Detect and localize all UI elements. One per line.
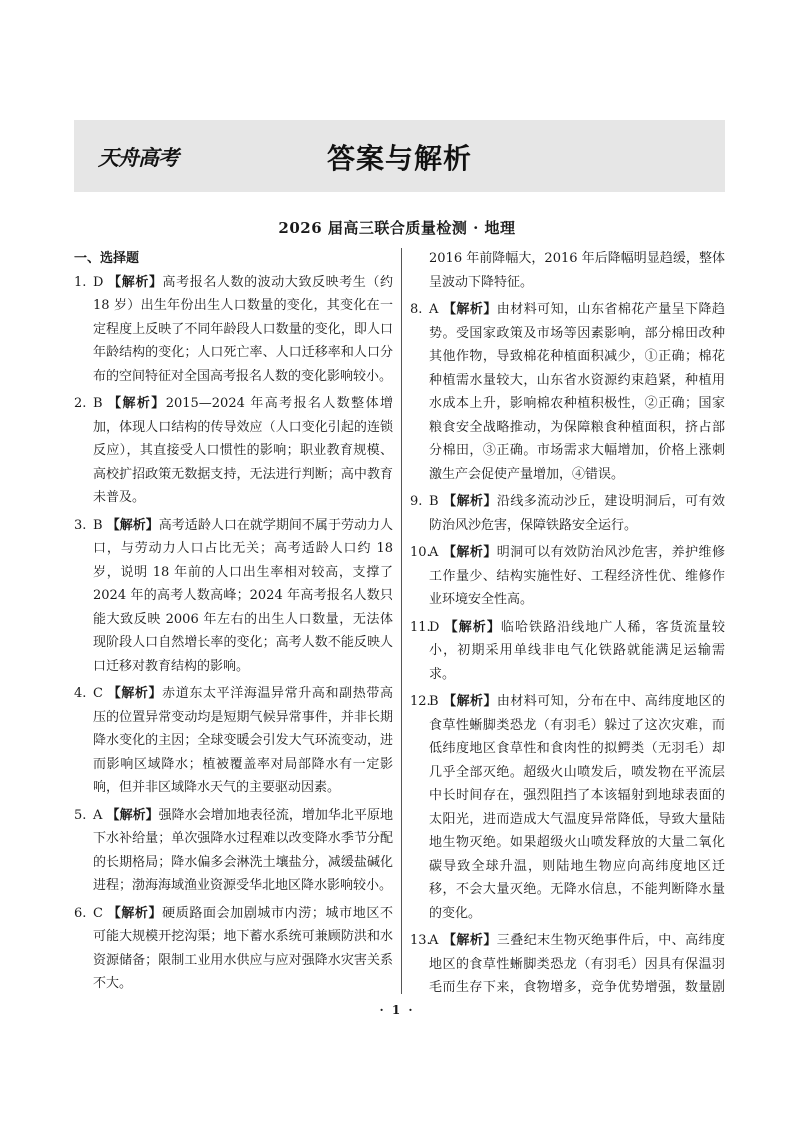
answer-item xyxy=(410,490,725,537)
answer-item xyxy=(410,247,725,294)
answer-content xyxy=(93,804,393,898)
exam-title: 2026 届高三联合质量检测 · 地理 xyxy=(278,219,516,237)
question-number: 12. xyxy=(410,694,431,709)
analysis-tag: 【解析】 xyxy=(442,933,497,948)
answer-list-right xyxy=(410,247,725,995)
analysis-tag: 【解析】 xyxy=(444,619,501,635)
question-number: 10. xyxy=(410,545,431,560)
analysis-text: 赤道东太平洋海温异常升高和副热带高压的位置异常变动均是短期气候异常事件，并非长期降水变化的主因；全球变暖会引发大气环流变动，进而影响区域降水；植被覆盖率对局部降水有一定影响，但并非区域降水天气的主要驱动因素。 xyxy=(93,686,393,795)
analysis-tag: 【解析】 xyxy=(442,302,497,317)
analysis-text: 强降水会增加地表径流，增加华北平原地下水补给量；单次强降水过程难以改变降水季节分配的长期格局；降水偏多会淋洗土壤盐分，减缓盐碱化进程；渤海海域渔业资源受华北地区降水影响较小。 xyxy=(93,807,393,893)
question-number: 6. xyxy=(74,905,87,921)
question-number: 9. xyxy=(410,494,423,509)
answer-letter: B xyxy=(429,494,439,509)
answer-content xyxy=(429,247,725,294)
left-column xyxy=(74,247,393,995)
answer-item xyxy=(74,271,393,389)
analysis-tag: 【解析】 xyxy=(443,694,497,709)
answer-letter: B xyxy=(429,694,439,709)
analysis-tag: 【解析】 xyxy=(108,396,166,411)
analysis-text: 明洞可以有效防治风沙危害，养护维修工作量少、结构实施性好、工程经济性优、维修作业环境安全性高。 xyxy=(429,545,725,607)
answer-letter: B xyxy=(93,396,103,411)
answer-list-left xyxy=(74,271,393,996)
answer-item xyxy=(410,616,725,687)
analysis-tag: 【解析】 xyxy=(443,494,497,509)
right-column xyxy=(410,247,725,995)
analysis-tag: 【解析】 xyxy=(108,274,163,290)
analysis-text: 三叠纪末生物灭绝事件后，中、高纬度地区的食草性蜥脚类恐龙（有羽毛）因具有保温羽毛而生存下来，食物增多，竞争优势增强，数量剧 xyxy=(429,933,725,995)
answer-item xyxy=(410,690,725,925)
answer-letter: C xyxy=(93,686,103,701)
question-number: 11. xyxy=(410,619,431,635)
analysis-text: 临哈铁路沿线地广人稀，客货流量较小，初期采用单线非电气化铁路就能满足运输需求。 xyxy=(429,619,725,682)
answer-content xyxy=(429,616,725,687)
answer-item xyxy=(74,682,393,800)
analysis-text: 高考报名人数的波动大致反映考生（约 18 岁）出生年份出生人口数量的变化，其变化在一定程度上反映了不同年龄段人口数量的变化，即人口年龄结构的变化；人口死亡率、人口迁移率和人口分布的空间特征对全国高考报名人数的变化影响较小。 xyxy=(93,274,393,384)
question-number: 13. xyxy=(410,933,431,948)
answer-content xyxy=(429,929,725,995)
analysis-tag: 【解析】 xyxy=(442,545,497,560)
question-number: 4. xyxy=(74,686,87,701)
answer-content xyxy=(93,392,393,510)
page-title: 答案与解析 xyxy=(327,142,473,175)
column-divider xyxy=(401,248,402,994)
answer-letter: A xyxy=(93,807,103,823)
section-title: 一、选择题 xyxy=(74,251,140,266)
analysis-text: 由材料可知，山东省棉花产量呈下降趋势。受国家政策及市场等因素影响，部分棉田改种其他作物，导致棉花种植面积减少，①正确；棉花种植需水量较大，山东省水资源约束趋紧，种植用水成本上升，影响棉农种植积极性，②正确；国家粮食安全战略推动，为保障粮食种植面积，挤占部分棉田，③正确。市场需求大幅增加，价格上涨刺激生产会促使产量增加，④错误。 xyxy=(429,302,725,482)
answer-content xyxy=(429,490,725,537)
answer-letter: D xyxy=(93,274,104,290)
analysis-tag: 【解析】 xyxy=(106,807,159,823)
analysis-tag: 【解析】 xyxy=(107,905,163,921)
header-banner xyxy=(74,120,725,192)
answer-letter: D xyxy=(429,619,440,635)
answer-content xyxy=(429,298,725,486)
analysis-text: 由材料可知，分布在中、高纬度地区的食草性蜥脚类恐龙（有羽毛）躲过了这次灾难，而低纬度地区食草性和食肉性的拟鳄类（无羽毛）却几乎全部灭绝。超级火山喷发后，喷发物在平流层中长时间存在，强烈阻挡了本该辐射到地球表面的太阳光，进而造成大气温度异常降低，导致大量陆地生物灭绝。如果超级火山喷发释放的大量二氧化碳导致全球升温，则陆地生物应向高纬度地区迁移，不会大量灭绝。无降水信息，不能判断降水量的变化。 xyxy=(429,694,725,921)
answer-content xyxy=(93,271,393,389)
answer-letter: A xyxy=(429,302,439,317)
brand-logo-text: 天舟高考 xyxy=(98,146,178,170)
answer-item xyxy=(410,541,725,612)
analysis-text: 高考适龄人口在就学期间不属于劳动力人口，与劳动力人口占比无关；高考适龄人口约 18 岁，说明 18 年前的人口出生率相对较高，支撑了 2024 年的高考人数高峰；2024 年高考报名人数只能大致反映 2006 年左右的出生人口数量，无法体现阶段人口自然增长率的变化；高考人数不能反映人口迁移对教育结构的影响。 xyxy=(93,517,393,674)
answer-content xyxy=(429,541,725,612)
answer-item xyxy=(74,804,393,898)
answer-letter: C xyxy=(93,905,103,921)
answer-content xyxy=(93,682,393,800)
question-number: 1. xyxy=(74,274,87,290)
question-number: 8. xyxy=(410,302,423,317)
analysis-text: 沿线多流动沙丘，建设明洞后，可有效防治风沙危害，保障铁路安全运行。 xyxy=(429,494,725,533)
answer-letter: A xyxy=(429,933,439,948)
analysis-text: 硬质路面会加剧城市内涝；城市地区不可能大规模开挖沟渠；地下蓄水系统可兼顾防洪和水资源储备；限制工业用水供应与应对强降水灾害关系不大。 xyxy=(93,905,393,991)
answer-item xyxy=(74,514,393,679)
answer-item xyxy=(74,392,393,510)
answer-item xyxy=(410,298,725,486)
question-number: 2. xyxy=(74,396,87,411)
analysis-text: 2016 年前降幅大，2016 年后降幅明显趋缓，整体呈波动下降特征。 xyxy=(429,251,725,290)
analysis-text: 2015—2024 年高考报名人数整体增加，体现人口结构的传导效应（人口变化引起的连锁反应），其直接受人口惯性的影响；职业教育规模、高校扩招政策无数据支持，无法进行判断；高中教育未普及。 xyxy=(93,396,393,505)
page-number: · 1 · xyxy=(379,1003,415,1017)
answer-letter: A xyxy=(429,545,439,560)
answer-item xyxy=(410,929,725,995)
answer-content xyxy=(429,690,725,925)
question-number: 3. xyxy=(74,517,87,533)
answer-content xyxy=(93,902,393,996)
answer-content xyxy=(93,514,393,679)
analysis-tag: 【解析】 xyxy=(106,517,159,533)
analysis-tag: 【解析】 xyxy=(107,686,163,701)
answer-letter: B xyxy=(93,517,103,533)
question-number: 5. xyxy=(74,807,87,823)
answer-item xyxy=(74,902,393,996)
